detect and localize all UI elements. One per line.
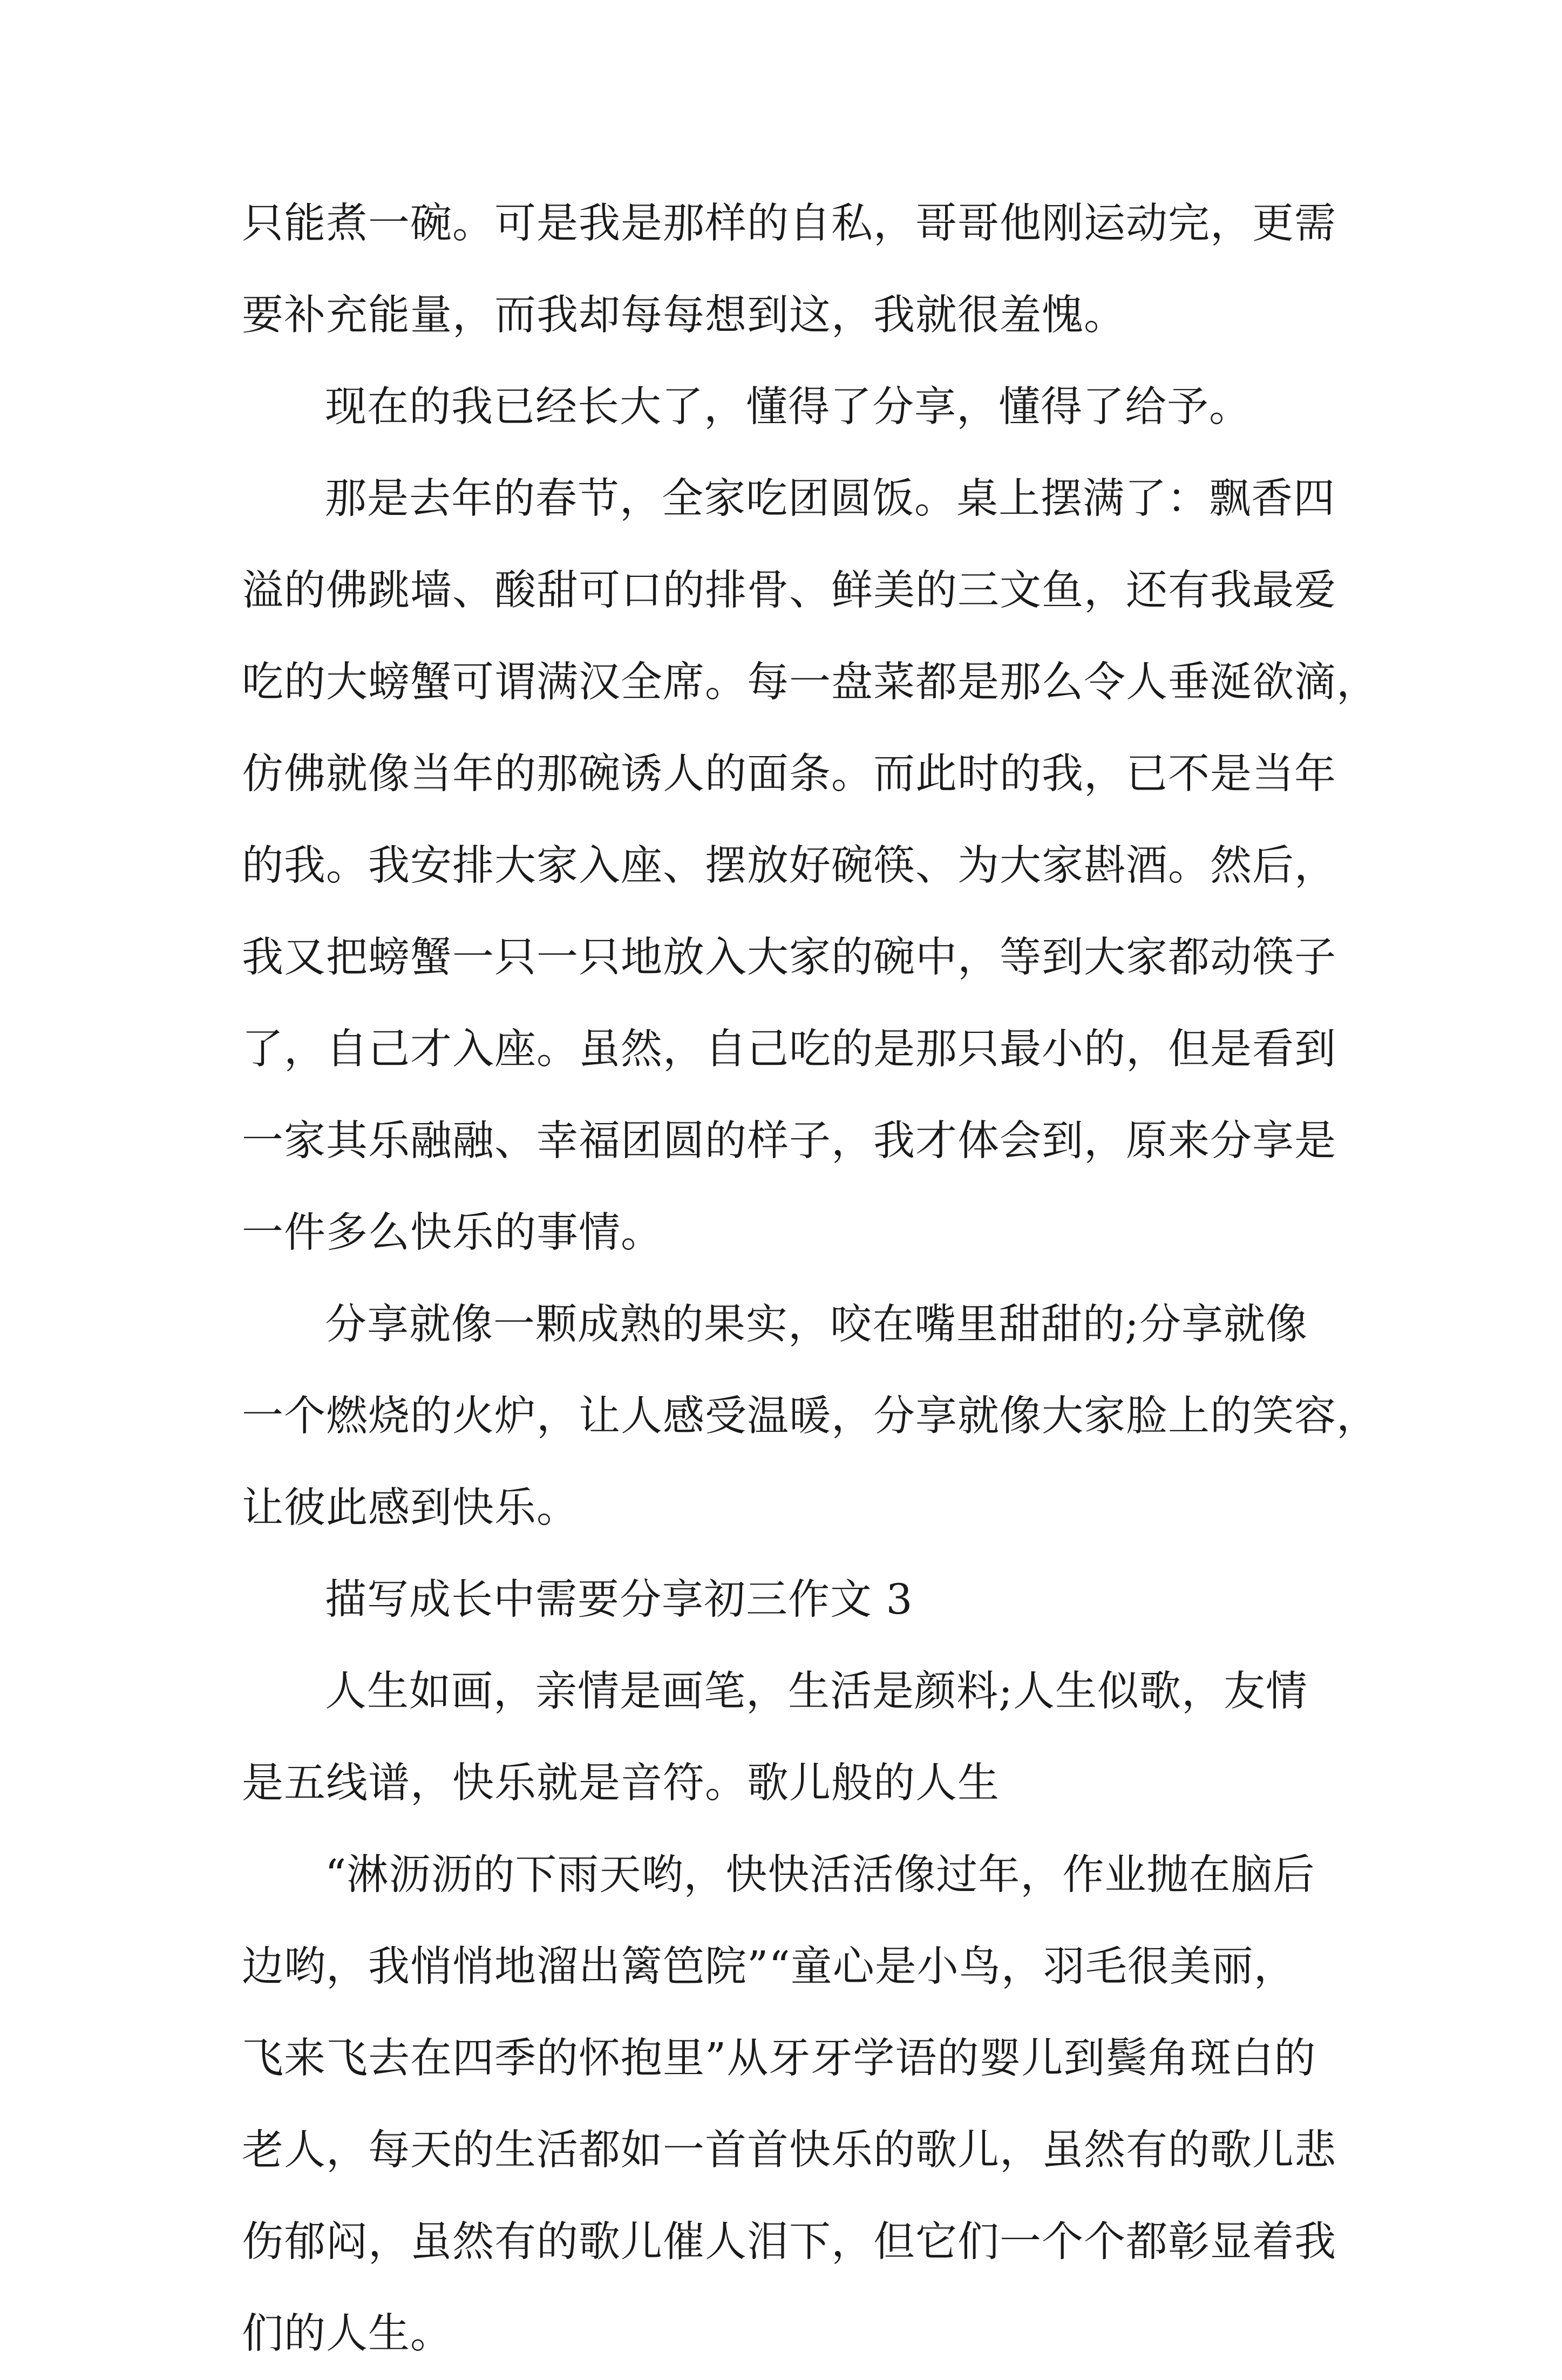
text-line: 仿佛就像当年的那碗诱人的面条。而此时的我，已不是当年 <box>242 750 1336 798</box>
text-line: 人生如画，亲情是画笔，生活是颜料;人生似歌，友情 <box>325 1668 1308 1716</box>
text-line: “淋沥沥的下雨天哟，快快活活像过年，作业抛在脑后 <box>325 1851 1315 1899</box>
section-heading: 描写成长中需要分享初三作文 3 <box>325 1576 913 1624</box>
text-line: 现在的我已经长大了，懂得了分享，懂得了给予。 <box>325 383 1251 431</box>
text-line: 一家其乐融融、幸福团圆的样子，我才体会到，原来分享是 <box>242 1117 1336 1165</box>
text-line: 只能煮一碗。可是我是那样的自私，哥哥他刚运动完，更需 <box>242 200 1336 248</box>
text-line: 了，自己才入座。虽然，自己吃的是那只最小的，但是看到 <box>242 1025 1336 1073</box>
text-line: 一件多么快乐的事情。 <box>242 1209 663 1257</box>
document-body <box>242 178 1378 2380</box>
text-line: 们的人生。 <box>242 2310 452 2358</box>
text-line: 飞来飞去在四季的怀抱里”从牙牙学语的婴儿到鬓角斑白的 <box>242 2035 1316 2083</box>
text-line: 的我。我安排大家入座、摆放好碗筷、为大家斟酒。然后， <box>242 842 1336 890</box>
text-line: 那是去年的春节，全家吃团圆饭。桌上摆满了：飘香四 <box>325 475 1335 523</box>
text-line: 让彼此感到快乐。 <box>242 1484 579 1532</box>
text-line: 要补充能量，而我却每每想到这，我就很羞愧。 <box>242 291 1126 339</box>
text-line: 分享就像一颗成熟的果实，咬在嘴里甜甜的;分享就像 <box>325 1301 1308 1349</box>
text-line: 我又把螃蟹一只一只地放入大家的碗中，等到大家都动筷子 <box>242 934 1336 982</box>
text-line: 伤郁闷，虽然有的歌儿催人泪下，但它们一个个都彰显着我 <box>242 2218 1336 2266</box>
text-line: 吃的大螃蟹可谓满汉全席。每一盘菜都是那么令人垂涎欲滴， <box>242 658 1378 706</box>
text-line: 老人，每天的生活都如一首首快乐的歌儿，虽然有的歌儿悲 <box>242 2126 1336 2174</box>
text-line: 是五线谱，快乐就是音符。歌儿般的人生 <box>242 1759 1000 1807</box>
text-line: 边哟，我悄悄地溜出篱笆院”“童心是小鸟，羽毛很美丽， <box>242 1943 1296 1991</box>
text-line: 一个燃烧的火炉，让人感受温暖，分享就像大家脸上的笑容， <box>242 1392 1378 1440</box>
text-line: 溢的佛跳墙、酸甜可口的排骨、鲜美的三文鱼，还有我最爱 <box>242 567 1336 615</box>
